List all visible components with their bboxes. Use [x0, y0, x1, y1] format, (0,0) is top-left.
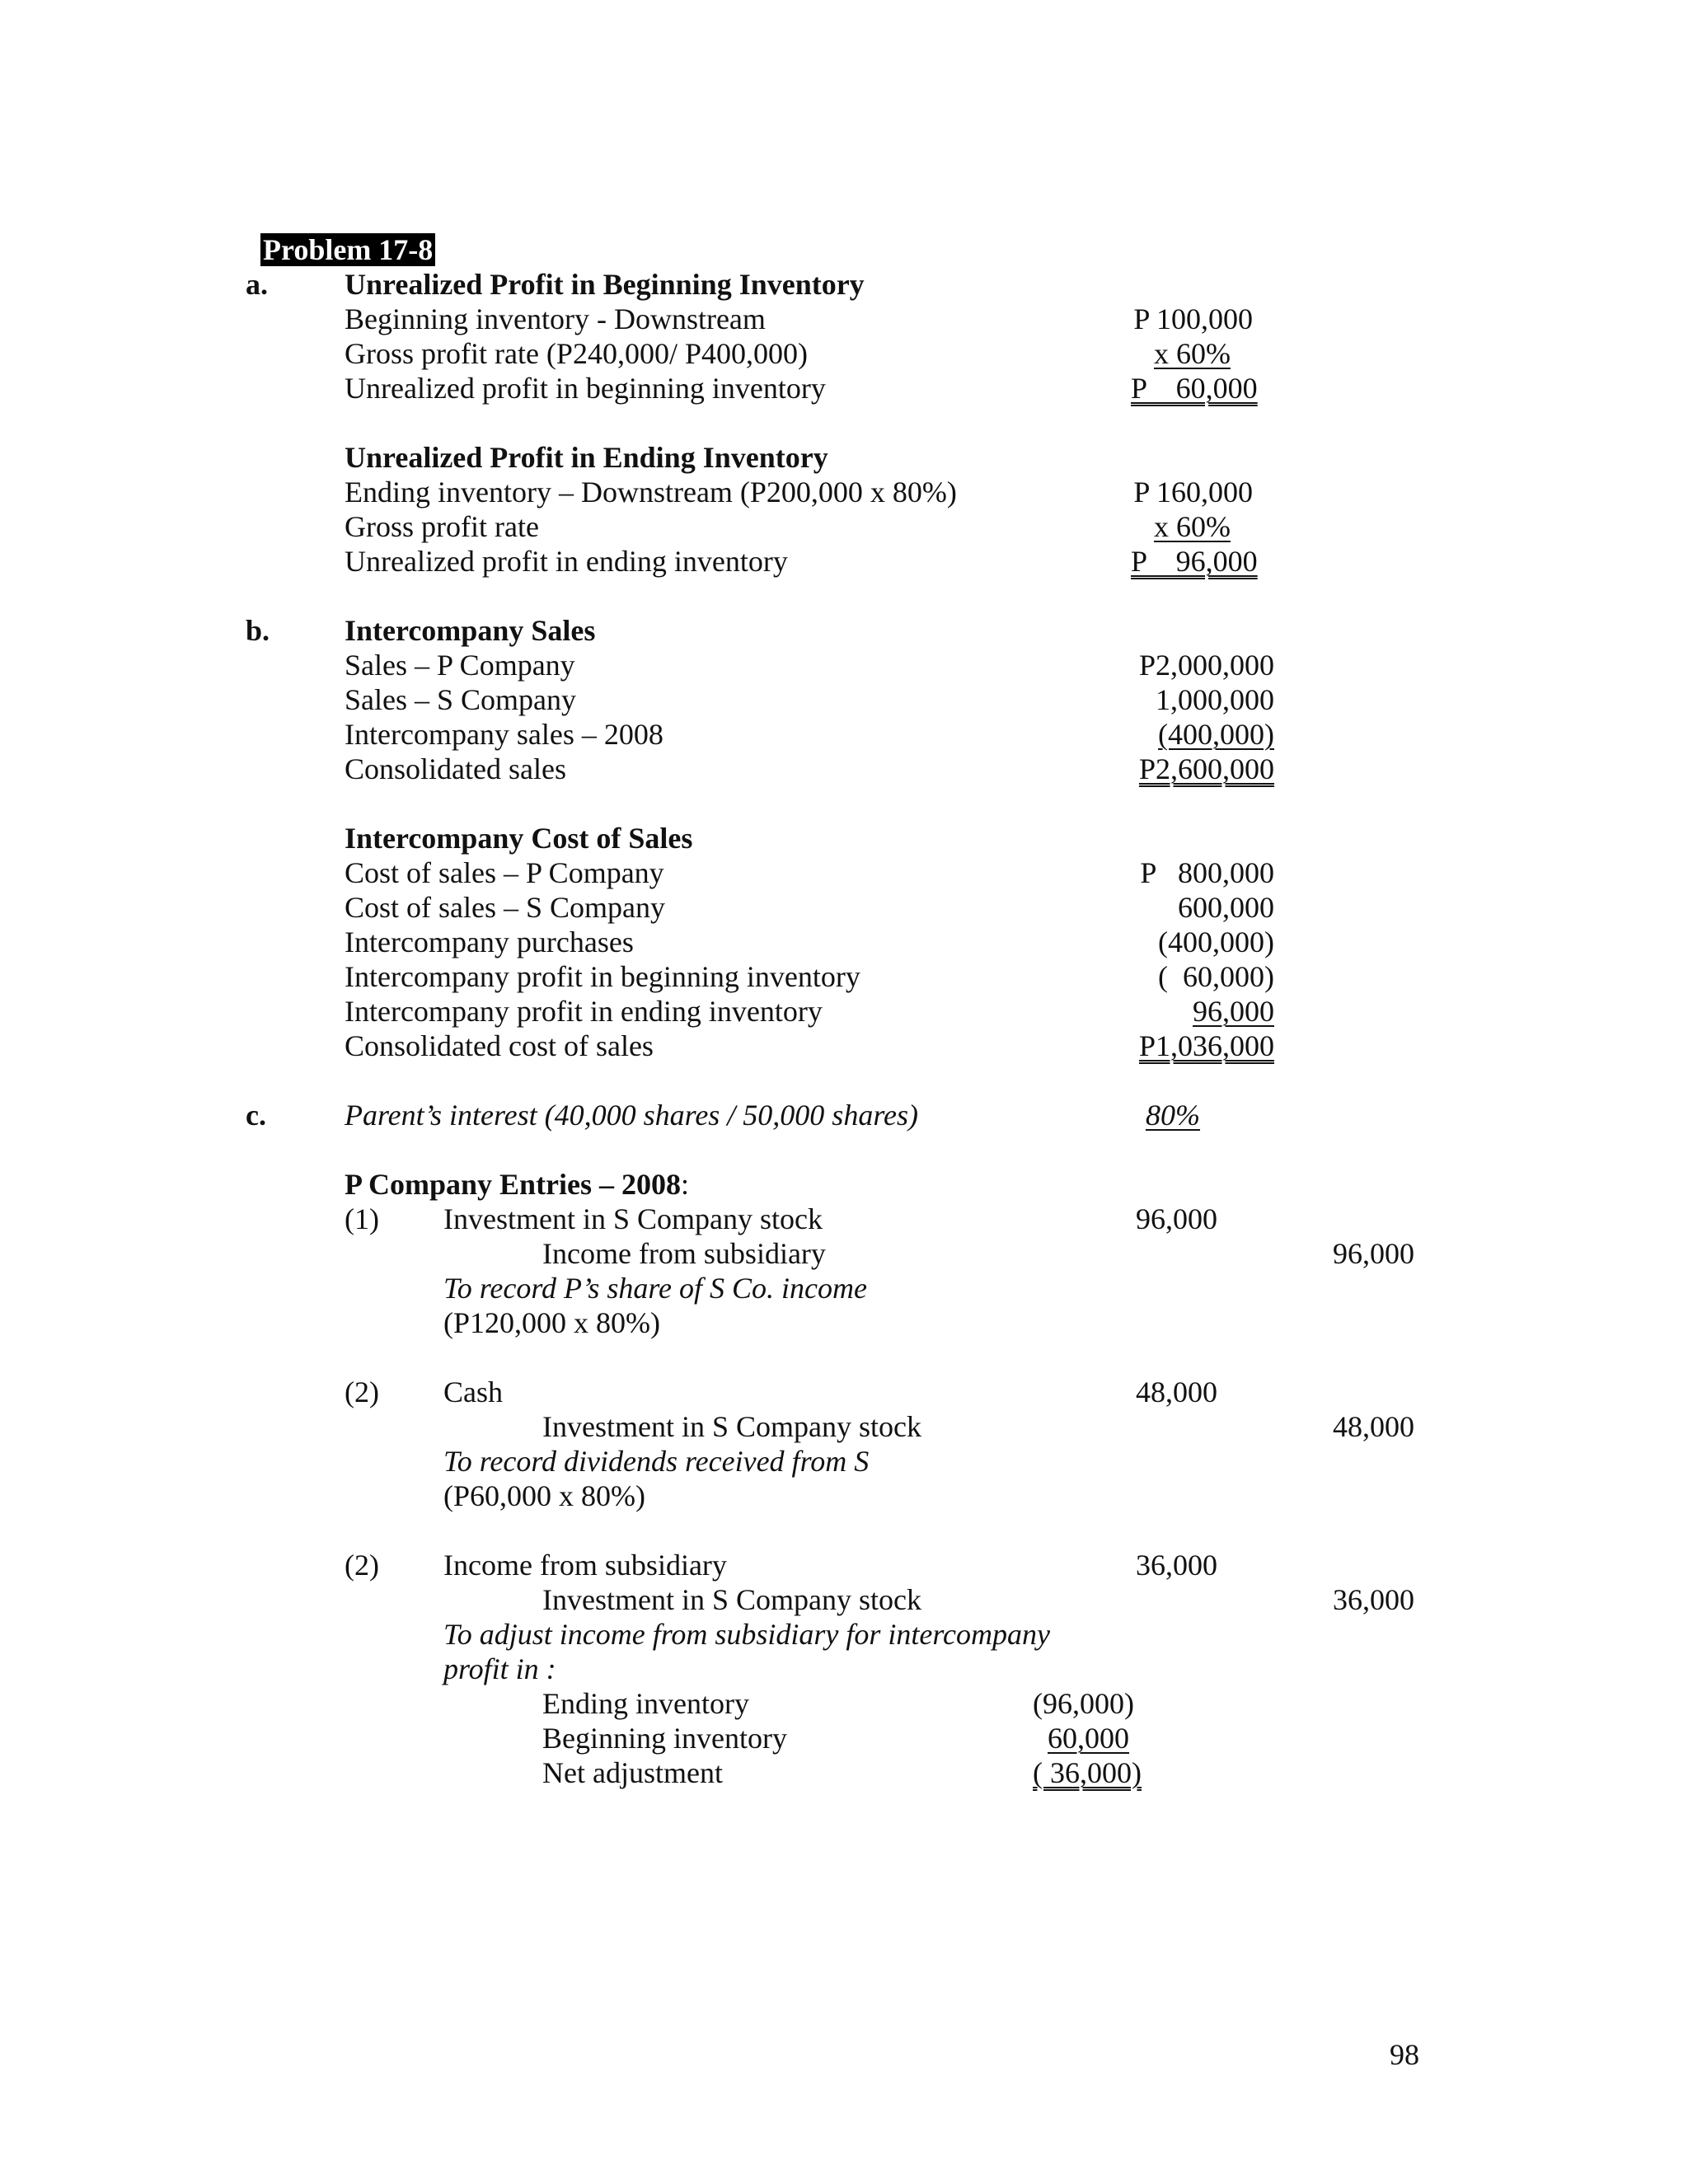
sales-row-value-text: P2,600,000 — [1138, 752, 1274, 785]
adjustment-row-label: Beginning inventory — [542, 1722, 787, 1755]
cos-row-label: Intercompany profit in ending inventory — [345, 995, 823, 1028]
beg-line2-value — [1131, 336, 1231, 371]
entries-heading-colon: : — [681, 1168, 690, 1201]
adjustment-row-value — [1033, 1721, 1129, 1755]
beg-line3-value — [1131, 371, 1258, 405]
beg-line3-label: Unrealized profit in beginning inventory — [345, 372, 826, 405]
cos-row-value — [1104, 994, 1274, 1029]
adjustment-row-label: Ending inventory — [542, 1687, 749, 1720]
cos-row-value: 600,000 — [1178, 891, 1274, 924]
cos-row-value-text: P1,036,000 — [1138, 1029, 1274, 1062]
cos-row-label: Cost of sales – S Company — [345, 891, 666, 924]
beg-line3-value-text: P 60,000 — [1131, 372, 1258, 405]
sales-row-value — [1104, 717, 1274, 752]
end-line2-value-text: x 60% — [1154, 510, 1231, 543]
parent-interest-label: Parent’s interest (40,000 shares / 50,000 shares) — [345, 1099, 918, 1132]
sales-row-value: 1,000,000 — [1156, 683, 1274, 716]
entry-explanation: To record P’s share of S Co. income — [443, 1272, 868, 1305]
adjustment-row-value-text: ( 36,000) — [1033, 1756, 1142, 1789]
beg-inventory-heading: Unrealized Profit in Beginning Inventory — [345, 268, 865, 301]
end-line1-value: P 160,000 — [1133, 476, 1253, 509]
adjustment-row-label: Net adjustment — [542, 1756, 723, 1789]
adjustment-row-value — [1033, 1755, 1142, 1790]
cos-row-label: Intercompany profit in beginning inventory — [345, 960, 860, 993]
beg-line1-value: P 100,000 — [1133, 302, 1253, 335]
sales-heading: Intercompany Sales — [345, 614, 596, 647]
cos-heading: Intercompany Cost of Sales — [345, 822, 693, 855]
beg-line2-label: Gross profit rate (P240,000/ P400,000) — [345, 337, 808, 370]
sales-row-value: P2,000,000 — [1138, 649, 1274, 682]
section-c-letter: c. — [246, 1099, 266, 1132]
entry-credit-account: Investment in S Company stock — [542, 1410, 921, 1443]
entry-credit-account: Income from subsidiary — [542, 1237, 826, 1270]
end-line2-value — [1131, 509, 1231, 544]
entry-number: (1) — [345, 1202, 379, 1235]
entry-credit-account: Investment in S Company stock — [542, 1583, 921, 1616]
cos-row-label: Cost of sales – P Company — [345, 856, 664, 889]
beg-line1-label: Beginning inventory - Downstream — [345, 302, 766, 335]
end-line3-value — [1131, 544, 1258, 579]
problem-title-text: Problem 17-8 — [260, 233, 435, 266]
sales-row-label: Sales – P Company — [345, 649, 575, 682]
entry-credit-amount: 96,000 — [1333, 1237, 1414, 1270]
entry-debit-account: Cash — [443, 1376, 503, 1408]
entry-debit-account: Investment in S Company stock — [443, 1202, 823, 1235]
parent-interest-value-text: 80% — [1146, 1099, 1200, 1132]
page-number: 98 — [1390, 2038, 1419, 2071]
entry-explanation: To adjust income from subsidiary for intercompany — [443, 1618, 1050, 1651]
sales-row-value — [1104, 752, 1274, 786]
entry-number: (2) — [345, 1549, 379, 1582]
end-line3-label: Unrealized profit in ending inventory — [345, 545, 788, 578]
sales-row-label: Consolidated sales — [345, 752, 566, 785]
adjustment-row-value: (96,000) — [1033, 1687, 1134, 1720]
sales-row-value-text: (400,000) — [1158, 718, 1274, 751]
entry-number: (2) — [345, 1376, 379, 1408]
entry-explanation: To record dividends received from S — [443, 1445, 870, 1478]
problem-title — [246, 198, 435, 267]
entry-calculation: (P120,000 x 80%) — [443, 1306, 660, 1339]
adjustment-row-value-text: 60,000 — [1048, 1722, 1129, 1755]
entry-credit-amount: 36,000 — [1333, 1583, 1414, 1616]
section-a-letter: a. — [246, 268, 268, 301]
entry-debit-account: Income from subsidiary — [443, 1549, 727, 1582]
cos-row-value — [1104, 1029, 1274, 1063]
end-line2-label: Gross profit rate — [345, 510, 539, 543]
cos-row-value: ( 60,000) — [1158, 960, 1274, 993]
cos-row-label: Intercompany purchases — [345, 926, 634, 958]
entry-debit-amount: 96,000 — [1136, 1202, 1217, 1235]
entries-heading — [345, 1167, 689, 1202]
cos-row-label: Consolidated cost of sales — [345, 1029, 654, 1062]
sales-row-label: Sales – S Company — [345, 683, 577, 716]
entries-heading-text: P Company Entries – 2008 — [345, 1168, 682, 1201]
end-inventory-heading: Unrealized Profit in Ending Inventory — [345, 441, 828, 474]
sales-row-label: Intercompany sales – 2008 — [345, 718, 663, 751]
cos-row-value: P 800,000 — [1140, 856, 1274, 889]
entry-debit-amount: 48,000 — [1136, 1376, 1217, 1408]
entry-explanation-cont: profit in : — [443, 1652, 556, 1685]
end-line1-label: Ending inventory – Downstream (P200,000 x 80%) — [345, 476, 957, 509]
cos-row-value-text: 96,000 — [1193, 995, 1274, 1028]
beg-line2-value-text: x 60% — [1154, 337, 1231, 370]
cos-row-value: (400,000) — [1158, 926, 1274, 958]
section-b-letter: b. — [246, 614, 270, 647]
parent-interest-value — [1136, 1098, 1200, 1132]
entry-credit-amount: 48,000 — [1333, 1410, 1414, 1443]
entry-debit-amount: 36,000 — [1136, 1549, 1217, 1582]
end-line3-value-text: P 96,000 — [1131, 545, 1258, 578]
entry-calculation: (P60,000 x 80%) — [443, 1479, 645, 1512]
